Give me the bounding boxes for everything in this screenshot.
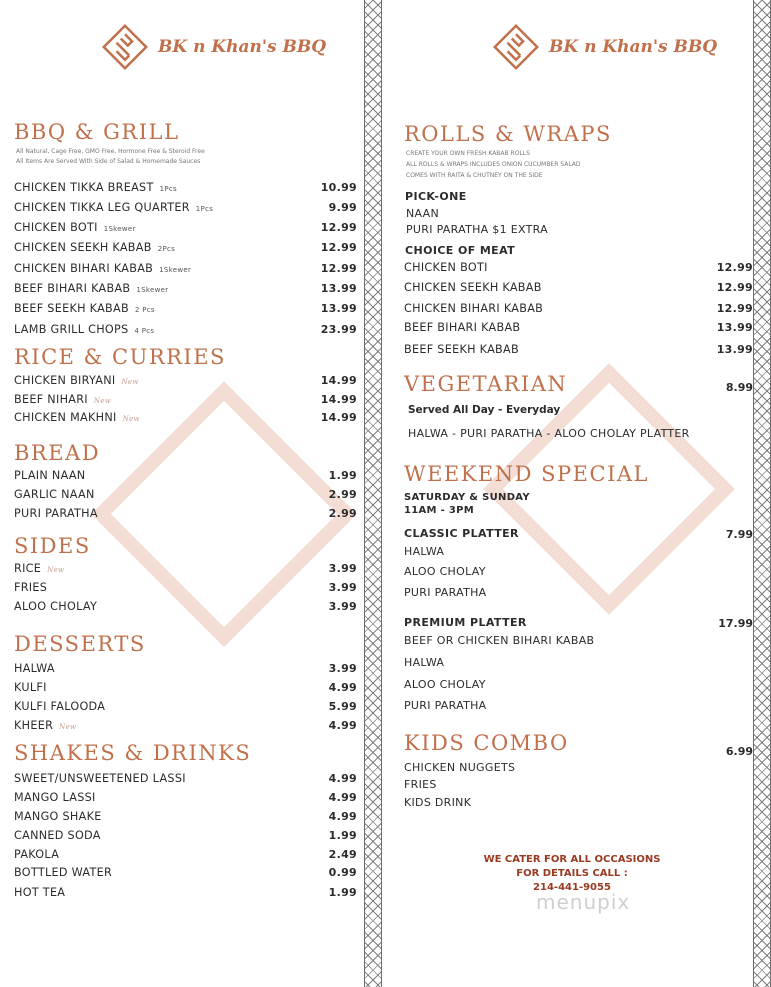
vegetarian-subtitle: Served All Day - Everyday [408,404,561,416]
menu-item [14,201,364,217]
section-note: All Natural, Cage Free, GMO Free, Hormone Free & Steroid Free [16,148,205,155]
item-price: 12.99 [320,241,357,254]
menu-item [14,848,364,864]
item-price: 13.99 [716,321,753,334]
menu-item [14,600,364,616]
item-qty: New [93,397,112,405]
item-name: RICE New [14,562,65,575]
menu-item [14,241,364,257]
premium-platter-item: BEEF OR CHICKEN BIHARI KABAB [404,634,595,647]
logo [100,22,326,72]
meat-item [404,302,753,318]
section-title-desserts: DESSERTS [14,632,146,656]
menu-item [14,323,364,339]
classic-platter-item: PURI PARATHA [404,586,487,599]
item-name: CHICKEN BIHARI KABAB [404,302,544,315]
item-price: 4.99 [328,772,357,785]
item-name: GARLIC NAAN [14,488,95,501]
item-price: 14.99 [320,374,357,387]
watermark-pattern-right [483,363,735,615]
weekend-hours: 11AM - 3PM [404,505,474,516]
menu-item [14,772,364,788]
item-price: 10.99 [320,181,357,194]
item-qty: 1Pcs [159,185,177,193]
menu-item [14,262,364,278]
choice-of-meat-title: CHOICE OF MEAT [405,244,516,257]
vegetarian-desc: HALWA - PURI PARATHA - ALOO CHOLAY PLATTER [408,427,690,440]
item-price: 4.99 [328,810,357,823]
item-qty: New [122,415,140,423]
item-price: 14.99 [320,393,357,406]
section-title-shakes: SHAKES & DRINKS [14,741,252,765]
menu-item [14,829,364,845]
item-qty: 1Skewer [136,286,169,294]
logo-mark-icon [100,22,150,72]
item-price: 9.99 [328,201,357,214]
item-name: FRIES [14,581,48,594]
item-price: 0.99 [328,866,357,879]
item-price: 4.99 [328,681,357,694]
item-price: 4.99 [328,791,357,804]
menu-item [14,282,364,298]
item-price: 3.99 [328,662,357,675]
meat-item [404,321,753,337]
menu-item [14,488,364,504]
item-price: 13.99 [716,343,753,356]
item-name: CHICKEN SEEKH KABAB [404,281,542,294]
section-title-rice: RICE & CURRIES [14,345,226,369]
rolls-title: ROLLS & WRAPS [404,122,612,146]
menu-item [14,719,364,735]
item-qty: 2Pcs [157,245,176,253]
item-qty: 2 Pcs [134,306,155,314]
item-price: 3.99 [328,600,357,613]
premium-platter-item: ALOO CHOLAY [404,678,486,691]
menu-item [14,700,364,716]
premium-platter-title: PREMIUM PLATTER [404,616,527,629]
item-name: BEEF SEEKH KABAB 2 Pcs [14,302,155,315]
classic-platter-item: HALWA [404,545,445,558]
item-name: BEEF NIHARI New [14,393,112,406]
item-name: CHICKEN BOTI [404,261,488,274]
rolls-note: COMES WITH RAITA & CHUTNEY ON THE SIDE [406,172,543,179]
menu-item [14,411,364,427]
meat-item [404,281,753,297]
menu-item [14,581,364,597]
item-name: SWEET/UNSWEETENED LASSI [14,772,186,785]
item-price: 13.99 [320,282,357,295]
item-name: ALOO CHOLAY [14,600,98,613]
item-price: 2.99 [328,488,357,501]
menu-item [14,181,364,197]
item-qty: New [121,378,139,386]
item-price: 12.99 [320,221,357,234]
pick-option: NAAN [406,207,440,220]
pick-one-title: PICK-ONE [405,190,467,203]
item-price: 2.49 [328,848,357,861]
item-price: 13.99 [320,302,357,315]
kids-combo-title: KIDS COMBO [404,731,569,755]
classic-platter-title: CLASSIC PLATTER [404,527,519,540]
item-qty: 4 Pcs [134,327,155,335]
kids-combo-price: 6.99 [725,745,753,758]
item-price: 1.99 [328,469,357,482]
item-qty: 1Pcs [195,205,214,213]
item-name: BEEF BIHARI KABAB [404,321,521,334]
item-name: PLAIN NAAN [14,469,86,482]
menu-item [14,681,364,697]
rolls-note: ALL ROLLS & WRAPS INCLUDES ONION CUCUMBER SALAD [406,161,581,168]
item-name: CHICKEN TIKKA LEG QUARTER 1Pcs [14,201,214,214]
item-name: CANNED SODA [14,829,101,842]
menu-item [14,221,364,237]
vegetarian-title: VEGETARIAN [404,372,568,396]
kids-combo-item: KIDS DRINK [404,796,472,809]
item-name: KULFI [14,681,47,694]
item-name: BOTTLED WATER [14,866,113,879]
item-name: LAMB GRILL CHOPS 4 Pcs [14,323,155,336]
section-note: All Items Are Served With Side of Salad & Homemade Sauces [16,158,201,165]
menu-item [14,562,364,578]
menu-item [14,374,364,390]
menu-item [14,302,364,318]
item-qty: 1Skewer [103,225,136,233]
weekend-special-title: WEEKEND SPECIAL [404,462,649,486]
item-price: 4.99 [328,719,357,732]
item-name: CHICKEN BIHARI KABAB 1Skewer [14,262,192,275]
cater-details: FOR DETAILS CALL : [516,868,628,879]
item-name: KHEER New [14,719,77,732]
item-name: BEEF SEEKH KABAB [404,343,519,356]
menu-item [14,469,364,485]
menu-item [14,507,364,523]
center-border-left [364,0,382,987]
item-name: HOT TEA [14,886,66,899]
premium-platter-item: PURI PARATHA [404,699,487,712]
kids-combo-item: CHICKEN NUGGETS [404,761,516,774]
menu-item [14,393,364,409]
classic-platter-item: ALOO CHOLAY [404,565,486,578]
menu-item [14,886,364,902]
vegetarian-price: 8.99 [725,381,753,394]
item-name: CHICKEN BOTI 1Skewer [14,221,136,234]
menu-item [14,810,364,826]
item-price: 1.99 [328,829,357,842]
item-price: 1.99 [328,886,357,899]
brand-name: BK n Khan's BBQ [158,37,327,57]
item-name: MANGO LASSI [14,791,96,804]
item-name: HALWA [14,662,55,675]
item-price: 2.99 [328,507,357,520]
item-name: CHICKEN MAKHNI New [14,411,140,424]
menu-item [14,866,364,882]
section-title-sides: SIDES [14,534,91,558]
menu-item [14,662,364,678]
logo-mark-icon [491,22,541,72]
brand-name: BK n Khan's BBQ [549,37,718,57]
item-price: 12.99 [320,262,357,275]
item-price: 5.99 [328,700,357,713]
pick-option: PURI PARATHA $1 EXTRA [406,223,548,236]
item-name: CHICKEN TIKKA BREAST 1Pcs [14,181,177,194]
kids-combo-item: FRIES [404,778,437,791]
item-name: KULFI FALOODA [14,700,106,713]
right-border [753,0,771,987]
item-name: CHICKEN BIRYANI New [14,374,139,387]
classic-platter-price: 7.99 [725,528,753,541]
section-title-bbq: BBQ & GRILL [14,120,180,144]
rolls-note: CREATE YOUR OWN FRESH KABAB ROLLS [406,150,530,157]
item-name: CHICKEN SEEKH KABAB 2Pcs [14,241,176,254]
premium-platter-item: HALWA [404,656,445,669]
item-name: BEEF BIHARI KABAB 1Skewer [14,282,169,295]
item-price: 12.99 [716,261,753,274]
premium-platter-price: 17.99 [718,617,753,630]
item-name: MANGO SHAKE [14,810,102,823]
item-qty: New [47,566,65,574]
meat-item [404,261,753,277]
section-title-bread: BREAD [14,441,101,465]
item-name: PURI PARATHA [14,507,98,520]
menu-item [14,791,364,807]
cater-phone: 214-441-9055 [533,882,611,893]
watermark-text: menupix [536,890,631,914]
item-price: 14.99 [320,411,357,424]
item-price: 12.99 [716,281,753,294]
item-name: PAKOLA [14,848,60,861]
item-qty: 1Skewer [159,266,192,274]
weekend-days: SATURDAY & SUNDAY [404,492,530,503]
item-price: 3.99 [328,562,357,575]
cater-line: WE CATER FOR ALL OCCASIONS [483,854,661,865]
item-price: 23.99 [320,323,357,336]
item-qty: New [59,723,77,731]
logo [491,22,717,72]
meat-item [404,343,753,359]
item-price: 3.99 [328,581,357,594]
item-price: 12.99 [716,302,753,315]
